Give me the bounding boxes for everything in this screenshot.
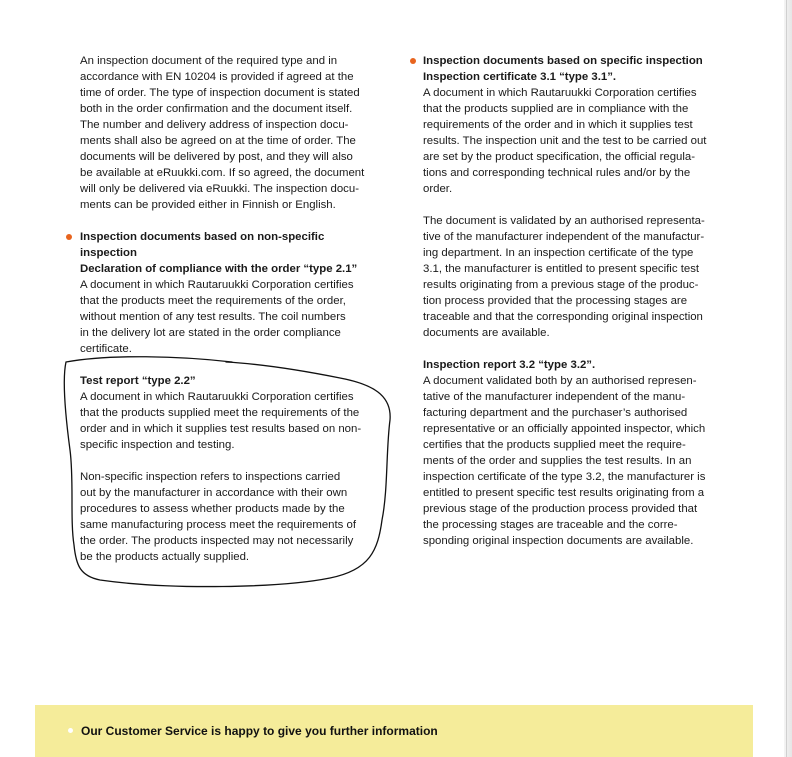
cert31-title: Inspection certificate 3.1 “type 3.1”. (423, 71, 617, 83)
text-line: order. (423, 183, 453, 195)
customer-service-banner (35, 705, 753, 757)
text-line: be the products actually supplied. (80, 551, 250, 563)
text-line: representative or an officially appointed inspector, which (423, 423, 706, 435)
text-line: certifies that the products supplied meet the require- (423, 439, 686, 451)
customer-service-text: Our Customer Service is happy to give you further information (81, 724, 438, 738)
text-line: A document validated both by an authorised represen- (423, 375, 697, 387)
text-line: tive of the manufacturer independent of the manufactur- (423, 231, 705, 243)
text-line: A document in which Rautaruukki Corporation certifies (80, 391, 354, 403)
section-heading: Inspection documents based on specific inspection (423, 55, 703, 67)
text-line: order and in which it supplies test results based on non- (80, 423, 362, 435)
section-heading: inspection (80, 247, 137, 259)
text-line: that the products supplied are in compliance with the (423, 103, 689, 115)
text-line: in the delivery lot are stated in the order compliance (80, 327, 341, 339)
text-line: traceable and that the corresponding original inspection (423, 311, 703, 323)
text-line: results originating from a previous stage of the produc- (423, 279, 699, 291)
text-line: same manufacturing process meet the requirements of (80, 519, 357, 531)
test-report-title: Test report “type 2.2” (80, 375, 196, 387)
text-line: tative of the manufacturer independent of the manu- (423, 391, 686, 403)
text-line: sponding original inspection documents are available. (423, 535, 694, 547)
text-line: previous stage of the production process provided that (423, 503, 698, 515)
text-line: ing department. In an inspection certificate of the type (423, 247, 694, 259)
text-line: will only be delivered via eRuukki. The inspection docu- (80, 183, 360, 195)
text-line: without mention of any test results. The coil numbers (80, 311, 346, 323)
text-line: time of order. The type of inspection document is stated (80, 87, 360, 99)
text-line: documents will be delivered by post, and they will also (80, 151, 353, 163)
text-line: requirements of the order and in which it supplies test (423, 119, 693, 131)
text-line: inspection certificate of the type 3.2, the manufacturer is (423, 471, 706, 483)
text-line: facturing department and the purchaser’s authorised (423, 407, 688, 419)
text-line: the processing stages are traceable and the corre- (423, 519, 678, 531)
text-line: tions and corresponding technical rules and/or by the (423, 167, 691, 179)
text-line: accordance with EN 10204 is provided if agreed at the (80, 71, 354, 83)
text-line: are set by the product specification, the official regula- (423, 151, 696, 163)
text-line: entitled to present specific test results originating from a (423, 487, 705, 499)
white-bullet-icon (68, 728, 73, 733)
text-line: 3.1, the manufacturer is entitled to present specific test (423, 263, 700, 275)
report32-title: Inspection report 3.2 “type 3.2”. (423, 359, 596, 371)
text-line: both in the order confirmation and the document itself. (80, 103, 353, 115)
text-line: out by the manufacturer in accordance with their own (80, 487, 348, 499)
text-line: Non-specific inspection refers to inspections carried (80, 471, 341, 483)
text-line: tion process provided that the processing stages are (423, 295, 688, 307)
text-line: A document in which Rautaruukki Corporation certifies (80, 279, 354, 291)
text-line: documents are available. (423, 327, 550, 339)
text-line: The document is validated by an authorised representa- (423, 215, 705, 227)
text-line: that the products supplied meet the requirements of the (80, 407, 360, 419)
text-line: procedures to assess whether products made by the (80, 503, 345, 515)
text-line: be available at eRuukki.com. If so agreed, the document (80, 167, 365, 179)
declaration-title: Declaration of compliance with the order “type 2.1” (80, 263, 358, 275)
text-line: A document in which Rautaruukki Corporation certifies (423, 87, 697, 99)
text-line: that the products meet the requirements of the order, (80, 295, 346, 307)
section-heading: Inspection documents based on non-specific (80, 231, 325, 243)
text-line: the order. The products inspected may not necessarily (80, 535, 354, 547)
text-line: ments of the order and supplies the test results. In an (423, 455, 692, 467)
orange-bullet-icon (410, 58, 416, 64)
text-line: specific inspection and testing. (80, 439, 235, 451)
text-line: The number and delivery address of inspection docu- (80, 119, 349, 131)
text-line: certificate. (80, 343, 132, 355)
text-line: An inspection document of the required type and in (80, 55, 338, 67)
text-line: ments can be provided either in Finnish or English. (80, 199, 336, 211)
text-line: results. The inspection unit and the test to be carried out (423, 135, 707, 147)
text-line: ments shall also be agreed on at the time of order. The (80, 135, 356, 147)
